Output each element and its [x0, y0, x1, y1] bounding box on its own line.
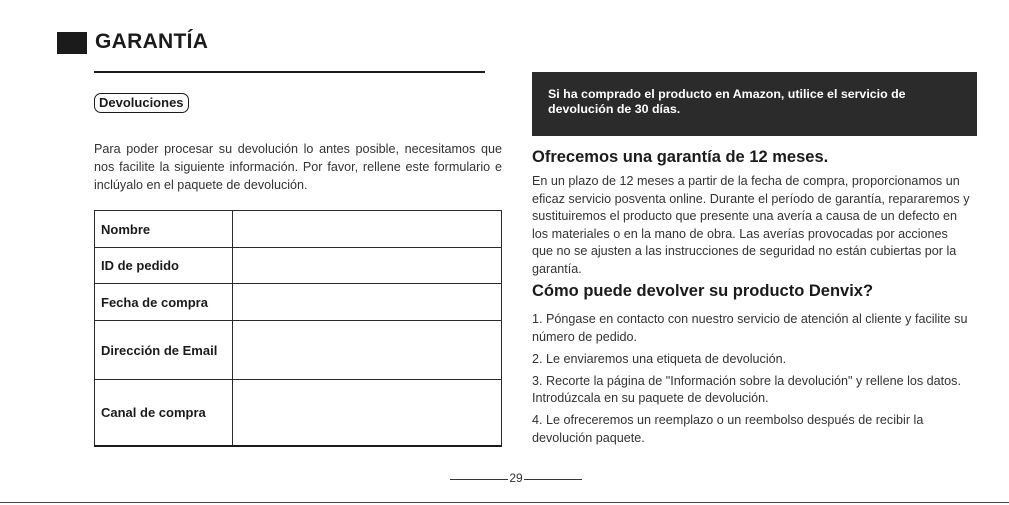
form-label: Fecha de compra — [95, 284, 233, 321]
list-item: 3. Recorte la página de "Información sobre la devolución" y rellene los datos. Introdúzcala en su paquete de devolución. — [532, 373, 961, 405]
form-label: Canal de compra — [95, 380, 233, 446]
form-label: Nombre — [95, 211, 233, 248]
page-number-text: 29 — [509, 471, 523, 485]
list-item: 4. Le ofreceremos un reemplazo o un reembolso después de recibir la devolución paquete. — [532, 413, 924, 445]
returns-intro-text: Para poder procesar su devolución lo antes posible, necesitamos que nos facilite la siguiente información. Por favor, rellene este formulario e inclúyalo en el paquete de devolución. — [94, 142, 502, 192]
header-marker-block — [57, 32, 87, 54]
header-divider — [94, 71, 485, 73]
form-row-name — [95, 211, 502, 248]
form-row-order-id — [95, 248, 502, 284]
form-label: ID de pedido — [95, 248, 233, 284]
form-row-purchase-date — [95, 284, 502, 321]
form-row-email — [95, 321, 502, 380]
form-label: Dirección de Email — [95, 321, 233, 380]
list-item: 1. Póngase en contacto con nuestro servicio de atención al cliente y facilite su número de pedido. — [532, 312, 968, 344]
page-number-rule-left — [450, 479, 508, 480]
page-bottom-rule — [0, 502, 1009, 503]
page-title: GARANTÍA — [95, 30, 209, 53]
form-field-channel[interactable] — [233, 380, 502, 446]
form-field-email[interactable] — [233, 321, 502, 380]
returns-badge: Devoluciones — [94, 93, 189, 113]
page-number — [450, 471, 582, 487]
return-info-form — [94, 210, 502, 447]
amazon-notice-box: Si ha comprado el producto en Amazon, utilice el servicio de devolución de 30 días. — [532, 72, 977, 136]
form-row-channel — [95, 380, 502, 446]
warranty-heading: Ofrecemos una garantía de 12 meses. — [532, 148, 829, 166]
list-item: 2. Le enviaremos una etiqueta de devolución. — [532, 351, 787, 366]
warranty-text: En un plazo de 12 meses a partir de la fecha de compra, proporcionamos un eficaz servicio posventa online. Durante el período de garantía, repararemos y sustituiremos el producto que presente una avería a causa de un defecto en los materiales o en la mano de obra. Las averías provocadas por acciones que no se ajusten a las instrucciones de seguridad no están cubiertas por la garantía. — [532, 174, 970, 276]
page-number-rule-right — [524, 479, 582, 480]
form-field-name[interactable] — [233, 211, 502, 248]
return-steps-heading: Cómo puede devolver su producto Denvix? — [532, 282, 874, 300]
return-steps-list — [532, 311, 972, 452]
form-field-purchase-date[interactable] — [233, 284, 502, 321]
form-field-order-id[interactable] — [233, 248, 502, 284]
